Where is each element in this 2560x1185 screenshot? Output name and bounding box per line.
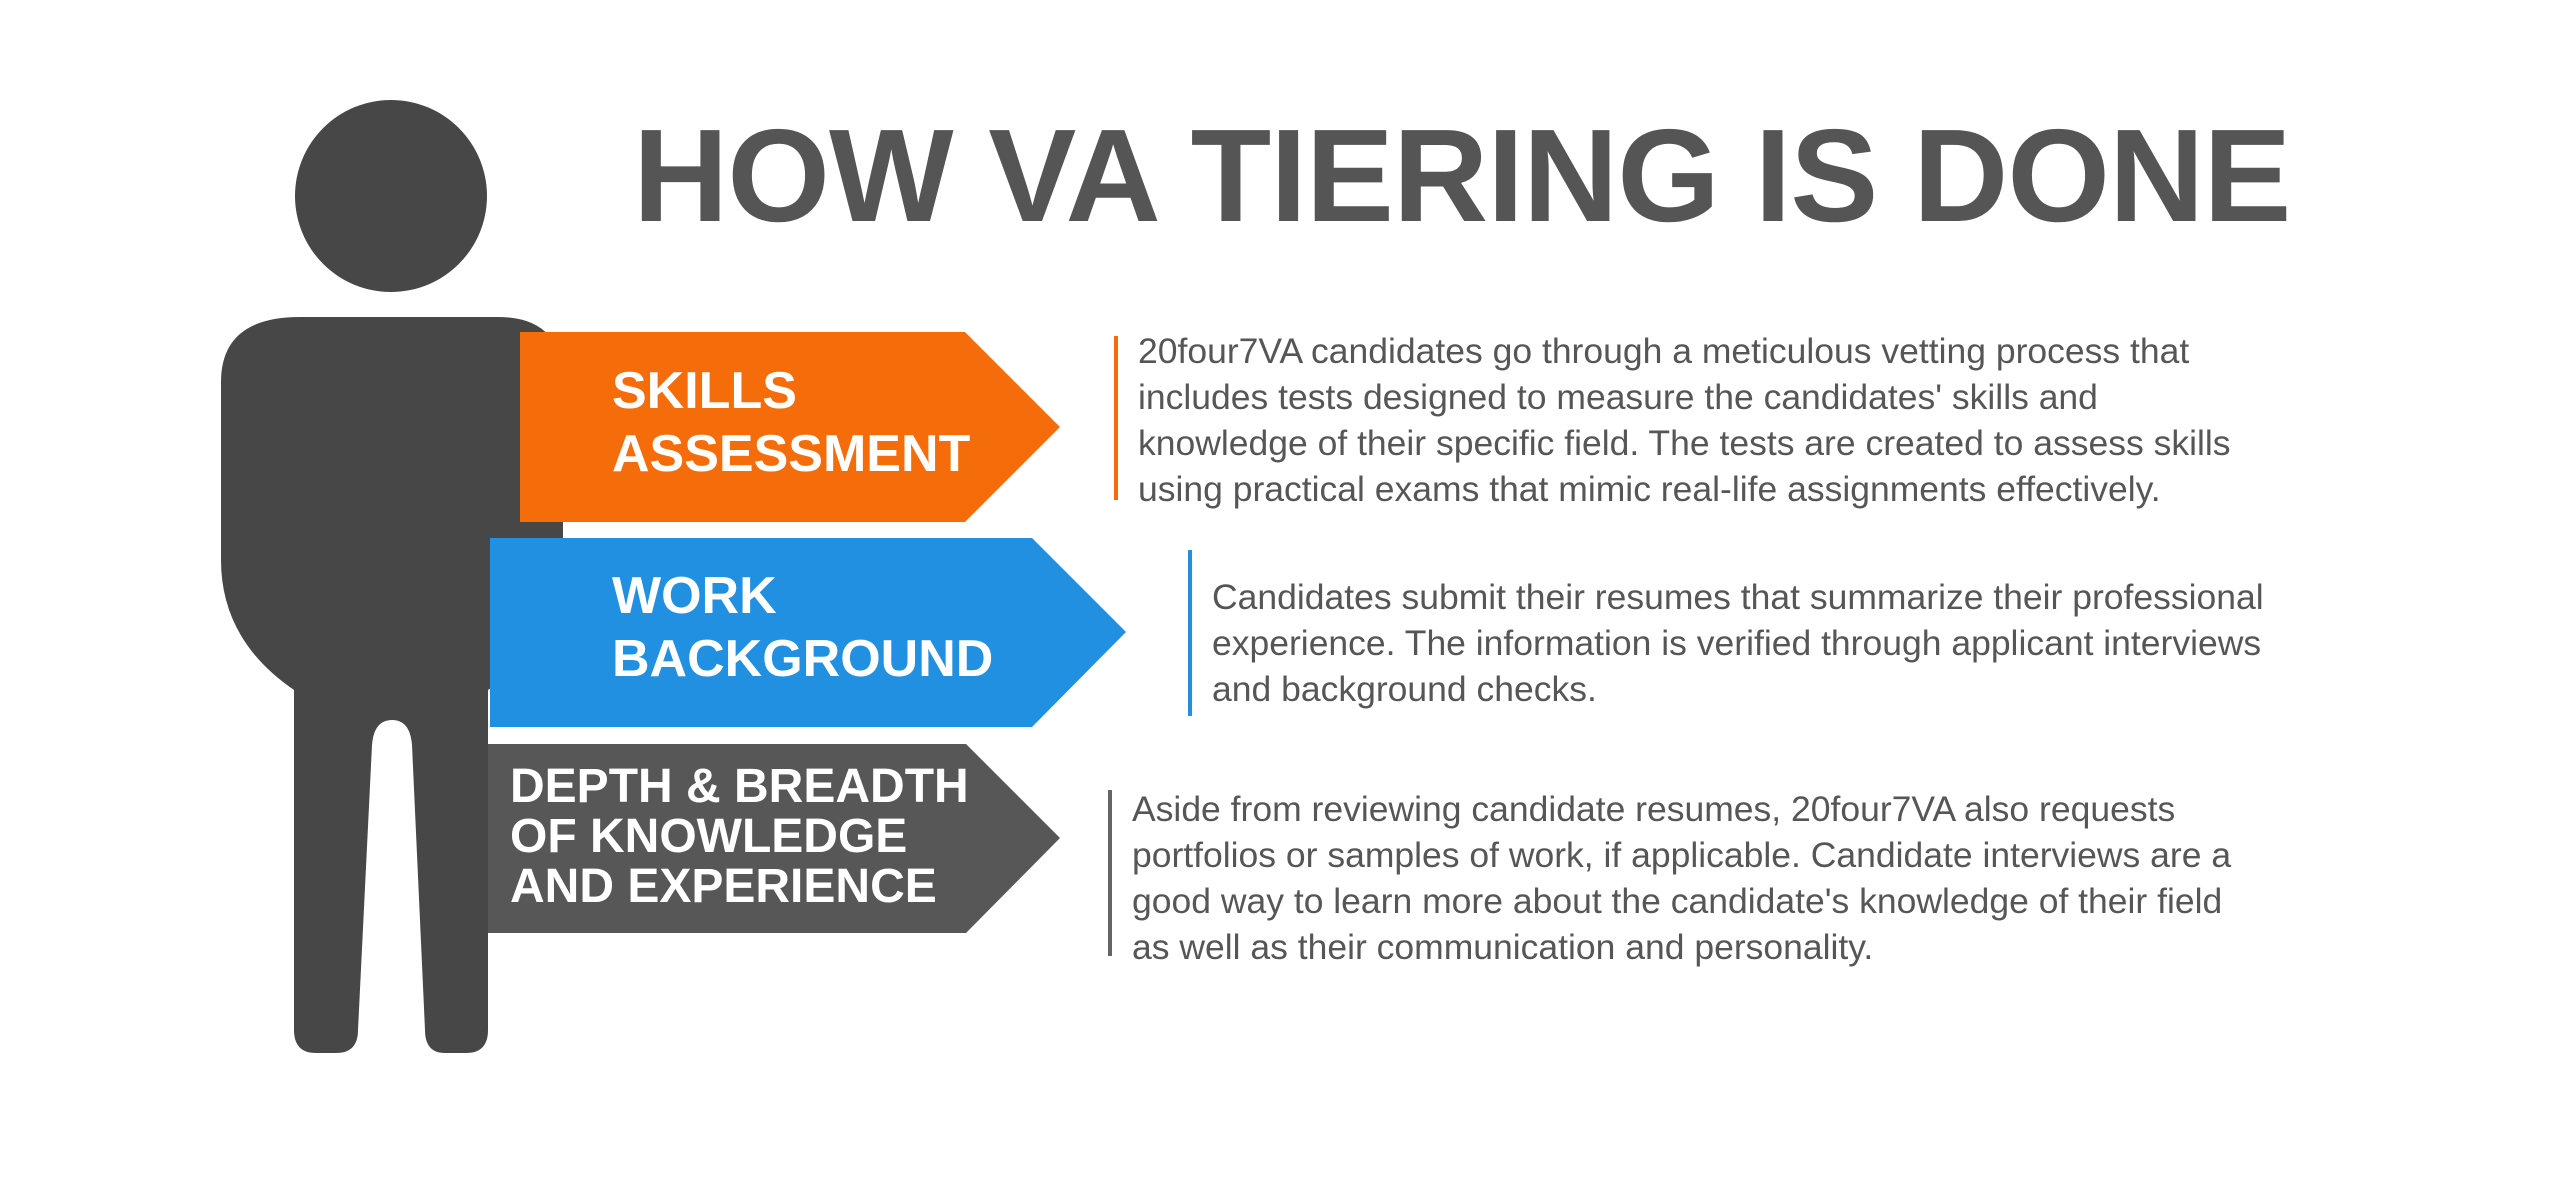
description-line: and background checks. — [1212, 669, 1597, 709]
description-line: good way to learn more about the candidate's knowledge of their field — [1132, 881, 2223, 921]
label-line: DEPTH & BREADTH — [510, 760, 969, 813]
label-line: SKILLS — [612, 362, 797, 420]
skills-assessment-description — [1138, 328, 2230, 512]
description-line: knowledge of their specific field. The tests are created to assess skills — [1138, 423, 2231, 463]
description-line: Aside from reviewing candidate resumes, 20four7VA also requests — [1132, 789, 2176, 829]
depth-breadth-description — [1132, 786, 2231, 970]
depth-breadth-label — [510, 762, 969, 912]
description-line: as well as their communication and personality. — [1132, 927, 1874, 967]
label-line: OF KNOWLEDGE — [510, 810, 908, 863]
description-line: using practical exams that mimic real-life assignments effectively. — [1138, 469, 2161, 509]
label-line: WORK — [612, 567, 777, 625]
skills-assessment-label — [612, 360, 970, 486]
label-line: BACKGROUND — [612, 630, 994, 688]
work-background-description — [1212, 574, 2264, 712]
description-line: includes tests designed to measure the candidates' skills and — [1138, 377, 2098, 417]
description-line: Candidates submit their resumes that summarize their professional — [1212, 577, 2264, 617]
description-line: experience. The information is verified through applicant interviews — [1212, 623, 2262, 663]
label-line: AND EXPERIENCE — [510, 860, 937, 913]
page-title: HOW VA TIERING IS DONE — [633, 102, 2291, 249]
description-line: portfolios or samples of work, if applicable. Candidate interviews are a — [1132, 835, 2232, 875]
label-line: ASSESSMENT — [612, 425, 971, 483]
description-line: 20four7VA candidates go through a meticulous vetting process that — [1138, 331, 2190, 371]
person-head — [295, 100, 487, 292]
work-background-label — [612, 565, 993, 691]
